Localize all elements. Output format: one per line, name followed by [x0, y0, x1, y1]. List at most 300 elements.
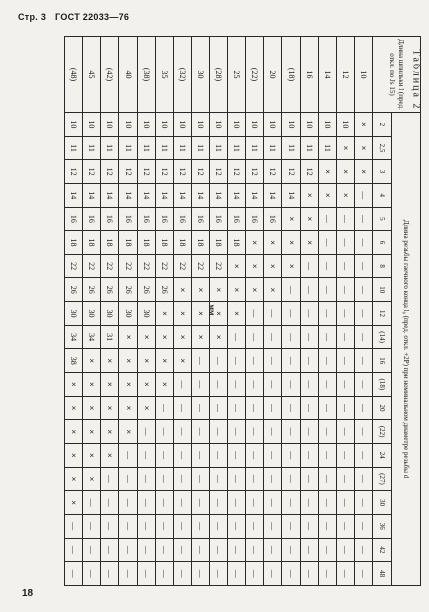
thread-length-cell: —	[264, 443, 282, 467]
thread-length-cell: —	[228, 443, 246, 467]
thread-length-cell: —	[282, 278, 300, 302]
thread-length-cell: ×	[137, 349, 155, 373]
thread-length-cell: —	[354, 420, 372, 444]
thread-length-cell: —	[264, 396, 282, 420]
thread-length-cell: —	[65, 538, 83, 562]
thread-length-cell: —	[210, 562, 228, 586]
thread-length-cell: —	[318, 562, 336, 586]
thread-length-cell: ×	[155, 349, 173, 373]
thread-length-cell: —	[210, 349, 228, 373]
thread-length-cell: —	[318, 396, 336, 420]
thread-length-cell: 12	[137, 160, 155, 184]
thread-length-cell: ×	[228, 254, 246, 278]
thread-length-cell: ×	[155, 373, 173, 397]
diameter-header: 16	[373, 349, 392, 373]
thread-length-cell: —	[336, 491, 354, 515]
thread-length-cell: 16	[228, 207, 246, 231]
thread-length-cell: —	[300, 349, 318, 373]
thread-length-cell: 26	[119, 278, 137, 302]
thread-length-cell: —	[282, 349, 300, 373]
thread-length-cell: —	[155, 491, 173, 515]
thread-length-cell: 14	[210, 183, 228, 207]
stud-length-cell: 12	[336, 37, 354, 113]
thread-length-cell: —	[354, 443, 372, 467]
thread-length-cell: ×	[246, 278, 264, 302]
thread-length-cell: 22	[191, 254, 209, 278]
thread-length-cell: —	[282, 491, 300, 515]
diameter-header: (22)	[373, 420, 392, 444]
thread-length-cell: 31	[101, 325, 119, 349]
thread-length-cell: —	[119, 467, 137, 491]
thread-length-cell: ×	[318, 183, 336, 207]
diameter-header: 2	[373, 113, 392, 137]
thread-length-cell: ×	[65, 420, 83, 444]
thread-length-cell: 16	[173, 207, 191, 231]
thread-length-cell: —	[173, 443, 191, 467]
thread-length-cell: —	[137, 491, 155, 515]
thread-length-cell: —	[264, 420, 282, 444]
thread-length-cell: —	[210, 491, 228, 515]
thread-length-cell: —	[246, 420, 264, 444]
thread-length-cell: —	[264, 302, 282, 326]
thread-length-cell: —	[264, 467, 282, 491]
thread-length-cell: 10	[318, 113, 336, 137]
thread-length-cell: —	[300, 325, 318, 349]
thread-length-cell: —	[173, 467, 191, 491]
thread-length-cell: 18	[101, 231, 119, 255]
thread-length-cell: ×	[119, 349, 137, 373]
table-row	[336, 37, 354, 586]
diameter-header: 2,5	[373, 136, 392, 160]
thread-length-cell: —	[119, 538, 137, 562]
thread-length-cell: —	[83, 491, 101, 515]
thread-length-cell: —	[83, 562, 101, 586]
table-row	[173, 37, 191, 586]
thread-length-cell: ×	[354, 113, 372, 137]
thread-length-cell: ×	[300, 207, 318, 231]
thread-length-cell: ×	[173, 349, 191, 373]
thread-length-cell: —	[282, 396, 300, 420]
thread-length-cell: —	[83, 514, 101, 538]
thread-length-cell: ×	[354, 160, 372, 184]
thread-length-cell: —	[228, 349, 246, 373]
thread-length-cell: ×	[300, 183, 318, 207]
thread-length-cell: 11	[65, 136, 83, 160]
thread-length-cell: ×	[173, 325, 191, 349]
thread-length-cell: —	[300, 278, 318, 302]
thread-length-cell: ×	[101, 349, 119, 373]
stud-length-cell: 14	[318, 37, 336, 113]
thread-length-cell: —	[137, 562, 155, 586]
thread-length-cell: —	[210, 396, 228, 420]
thread-length-cell: 10	[83, 113, 101, 137]
stud-length-cell: (28)	[210, 37, 228, 113]
thread-length-cell: 12	[210, 160, 228, 184]
thread-length-cell: —	[300, 443, 318, 467]
thread-length-cell: 10	[282, 113, 300, 137]
thread-length-cell: ×	[65, 373, 83, 397]
thread-length-cell: ×	[191, 302, 209, 326]
table-title: Таблица 2	[410, 49, 422, 111]
thread-length-cell: —	[354, 278, 372, 302]
thread-length-cell: —	[101, 562, 119, 586]
thread-length-cell: —	[264, 373, 282, 397]
thread-length-cell: —	[318, 443, 336, 467]
table-row	[155, 37, 173, 586]
thread-length-cell: —	[210, 373, 228, 397]
thread-length-cell: —	[318, 491, 336, 515]
table-row	[210, 37, 228, 586]
thread-length-cell: 10	[155, 113, 173, 137]
thread-length-cell: ×	[246, 231, 264, 255]
thread-length-cell: ×	[210, 302, 228, 326]
thread-length-cell: —	[282, 420, 300, 444]
thread-length-cell: —	[191, 514, 209, 538]
thread-length-cell: —	[246, 373, 264, 397]
diameter-header: 20	[373, 396, 392, 420]
diameter-header: (14)	[373, 325, 392, 349]
thread-length-cell: —	[137, 420, 155, 444]
thread-length-cell: —	[300, 491, 318, 515]
thread-length-cell: 30	[137, 302, 155, 326]
thread-length-cell: —	[264, 325, 282, 349]
thread-length-cell: 10	[65, 113, 83, 137]
thread-length-cell: —	[210, 443, 228, 467]
thread-length-cell: —	[354, 231, 372, 255]
thread-length-cell: —	[336, 443, 354, 467]
thread-length-cell: 10	[101, 113, 119, 137]
thread-length-cell: —	[318, 278, 336, 302]
thread-length-cell: —	[191, 443, 209, 467]
thread-length-cell: 10	[246, 113, 264, 137]
thread-length-cell: 34	[65, 325, 83, 349]
table-row	[101, 37, 119, 586]
table-row	[83, 37, 101, 586]
thread-length-cell: —	[336, 373, 354, 397]
stud-length-cell: (22)	[246, 37, 264, 113]
thread-length-cell: —	[119, 514, 137, 538]
thread-length-cell: —	[318, 349, 336, 373]
stud-length-cell: (18)	[282, 37, 300, 113]
thread-length-cell: —	[228, 562, 246, 586]
table-row	[318, 37, 336, 586]
thread-length-cell: 11	[137, 136, 155, 160]
thread-length-cell: 16	[264, 207, 282, 231]
thread-length-cell: —	[246, 562, 264, 586]
thread-length-cell: —	[155, 467, 173, 491]
thread-length-cell: 16	[210, 207, 228, 231]
thread-length-cell: 14	[119, 183, 137, 207]
thread-length-cell: ×	[264, 231, 282, 255]
thread-length-cell: ×	[300, 231, 318, 255]
thread-length-cell: —	[191, 467, 209, 491]
thread-length-cell: —	[173, 396, 191, 420]
thread-length-cell: —	[282, 562, 300, 586]
thread-length-cell: 18	[119, 231, 137, 255]
thread-length-cell: —	[282, 325, 300, 349]
thread-length-cell: —	[318, 254, 336, 278]
thread-length-cell: —	[354, 396, 372, 420]
stud-length-cell: 16	[300, 37, 318, 113]
thread-length-cell: ×	[173, 302, 191, 326]
thread-length-cell: 11	[210, 136, 228, 160]
thread-length-cell: —	[228, 514, 246, 538]
thread-length-cell: —	[318, 207, 336, 231]
thread-length-cell: —	[246, 325, 264, 349]
thread-length-cell: 14	[137, 183, 155, 207]
table-body	[65, 37, 373, 586]
thread-length-cell: —	[246, 349, 264, 373]
thread-length-cell: 16	[119, 207, 137, 231]
diameter-header: 24	[373, 443, 392, 467]
thread-length-cell: —	[101, 538, 119, 562]
thread-length-cell: 10	[173, 113, 191, 137]
thread-length-cell: —	[354, 467, 372, 491]
thread-length-cell: —	[300, 420, 318, 444]
thread-length-cell: —	[300, 396, 318, 420]
thread-length-cell: —	[246, 467, 264, 491]
stud-length-cell: 25	[228, 37, 246, 113]
thread-length-cell: ×	[83, 396, 101, 420]
table-row	[246, 37, 264, 586]
thread-length-cell: —	[137, 514, 155, 538]
thread-length-cell: —	[228, 467, 246, 491]
thread-length-cell: 26	[65, 278, 83, 302]
thread-length-cell: —	[300, 467, 318, 491]
thread-length-cell: 22	[65, 254, 83, 278]
thread-length-cell: 12	[173, 160, 191, 184]
thread-length-cell: —	[336, 467, 354, 491]
thread-length-cell: 22	[101, 254, 119, 278]
thread-length-cell: —	[282, 373, 300, 397]
diameter-header: 36	[373, 514, 392, 538]
thread-length-cell: —	[191, 538, 209, 562]
thread-length-cell: —	[210, 420, 228, 444]
thread-length-cell: —	[300, 302, 318, 326]
thread-length-cell: ×	[101, 420, 119, 444]
thread-length-cell: —	[65, 562, 83, 586]
thread-length-cell: —	[210, 514, 228, 538]
thread-length-cell: —	[119, 491, 137, 515]
thread-length-cell: —	[137, 467, 155, 491]
thread-length-cell: —	[318, 538, 336, 562]
thread-length-cell: 18	[191, 231, 209, 255]
diameter-header: 42	[373, 538, 392, 562]
thread-length-cell: 10	[300, 113, 318, 137]
thread-length-cell: 12	[155, 160, 173, 184]
thread-length-cell: 10	[336, 113, 354, 137]
thread-length-cell: —	[300, 562, 318, 586]
thread-length-cell: 18	[173, 231, 191, 255]
thread-length-cell: 10	[228, 113, 246, 137]
stud-length-cell: (42)	[101, 37, 119, 113]
thread-length-cell: 18	[137, 231, 155, 255]
diameter-header: 10	[373, 278, 392, 302]
thread-length-cell: 11	[173, 136, 191, 160]
diameter-header: 30	[373, 491, 392, 515]
thread-length-cell: 14	[101, 183, 119, 207]
thread-length-cell: ×	[137, 325, 155, 349]
thread-length-cell: ×	[101, 373, 119, 397]
thread-length-cell: —	[173, 420, 191, 444]
thread-length-cell: ×	[336, 183, 354, 207]
thread-length-cell: 11	[101, 136, 119, 160]
table-row	[137, 37, 155, 586]
thread-length-cell: 16	[246, 207, 264, 231]
thread-length-cell: 12	[83, 160, 101, 184]
thread-length-cell: —	[354, 302, 372, 326]
thread-length-cell: —	[228, 396, 246, 420]
thread-length-cell: —	[336, 396, 354, 420]
thread-length-cell: —	[246, 443, 264, 467]
thread-length-cell: ×	[65, 443, 83, 467]
thread-length-cell: 26	[155, 278, 173, 302]
thread-length-cell: 16	[155, 207, 173, 231]
thread-length-cell: 16	[191, 207, 209, 231]
thread-length-cell: —	[264, 538, 282, 562]
thread-length-cell: ×	[282, 254, 300, 278]
diameter-header: 3	[373, 160, 392, 184]
stud-length-cell: 35	[155, 37, 173, 113]
diameter-header: 8	[373, 254, 392, 278]
thread-length-cell: —	[119, 443, 137, 467]
length-column-header: Длина шпильки l (пред. откл. по Js 15)	[373, 37, 421, 113]
thread-length-cell: —	[228, 538, 246, 562]
thread-length-cell: —	[354, 207, 372, 231]
thread-length-cell: 38	[65, 349, 83, 373]
thread-length-cell: 22	[173, 254, 191, 278]
thread-length-cell: —	[300, 254, 318, 278]
diameter-header: 48	[373, 562, 392, 586]
thread-length-cell: 30	[101, 302, 119, 326]
thread-length-cell: 10	[119, 113, 137, 137]
table-row	[65, 37, 83, 586]
thread-length-cell: —	[336, 420, 354, 444]
thread-length-cell: ×	[246, 254, 264, 278]
thread-length-cell: —	[83, 538, 101, 562]
thread-length-cell: ×	[210, 325, 228, 349]
thread-length-cell: 12	[264, 160, 282, 184]
thread-length-cell: 12	[191, 160, 209, 184]
thread-length-cell: 26	[137, 278, 155, 302]
thread-length-cell: ×	[83, 373, 101, 397]
thread-length-cell: 11	[228, 136, 246, 160]
thread-length-cell: ×	[83, 349, 101, 373]
thread-length-cell: —	[354, 325, 372, 349]
thread-length-cell: —	[318, 325, 336, 349]
thread-length-cell: 11	[264, 136, 282, 160]
thread-length-cell: —	[336, 538, 354, 562]
thread-length-cell: —	[173, 514, 191, 538]
thread-length-cell: ×	[137, 396, 155, 420]
diameter-header: 5	[373, 207, 392, 231]
spec-table	[64, 36, 421, 586]
thread-length-cell: —	[228, 491, 246, 515]
thread-length-cell: —	[101, 467, 119, 491]
thread-length-cell: 11	[282, 136, 300, 160]
table-row	[228, 37, 246, 586]
thread-length-cell: —	[246, 396, 264, 420]
thread-length-cell: —	[173, 491, 191, 515]
thread-length-cell: —	[282, 538, 300, 562]
page-header	[18, 12, 135, 22]
diameter-header: 6	[373, 231, 392, 255]
thread-length-cell: —	[336, 325, 354, 349]
thread-length-cell: ×	[210, 278, 228, 302]
thread-length-cell: —	[155, 562, 173, 586]
thread-length-cell: —	[155, 443, 173, 467]
thread-length-cell: —	[300, 514, 318, 538]
thread-length-cell: —	[354, 183, 372, 207]
thread-length-cell: ×	[282, 207, 300, 231]
thread-length-cell: 14	[228, 183, 246, 207]
diameter-header-row	[373, 37, 392, 586]
thread-length-cell: —	[264, 514, 282, 538]
stud-length-cell: 30	[191, 37, 209, 113]
thread-length-cell: —	[336, 302, 354, 326]
thread-length-cell: 11	[119, 136, 137, 160]
thread-length-cell: 18	[155, 231, 173, 255]
thread-length-cell: —	[318, 467, 336, 491]
thread-length-cell: ×	[137, 373, 155, 397]
thread-length-cell: 12	[101, 160, 119, 184]
thread-length-cell: —	[246, 302, 264, 326]
thread-length-cell: ×	[336, 160, 354, 184]
thread-length-cell: 10	[264, 113, 282, 137]
thread-length-cell: 30	[65, 302, 83, 326]
thread-length-cell: 16	[101, 207, 119, 231]
table-row	[191, 37, 209, 586]
thread-length-cell: —	[264, 491, 282, 515]
thread-length-cell: —	[336, 278, 354, 302]
thread-length-cell: 18	[83, 231, 101, 255]
thread-length-cell: —	[336, 254, 354, 278]
stud-length-cell: 40	[119, 37, 137, 113]
thread-length-cell: —	[282, 514, 300, 538]
thread-length-cell: ×	[65, 396, 83, 420]
thread-length-cell: —	[210, 538, 228, 562]
stud-length-cell: 20	[264, 37, 282, 113]
thread-length-cell: —	[191, 373, 209, 397]
thread-length-cell: 22	[155, 254, 173, 278]
thread-length-cell: —	[137, 538, 155, 562]
thread-length-cell: —	[137, 443, 155, 467]
thread-length-cell: 14	[83, 183, 101, 207]
thread-length-cell: —	[173, 538, 191, 562]
thread-length-cell: ×	[65, 467, 83, 491]
thread-length-cell: 22	[83, 254, 101, 278]
thread-length-cell: 11	[318, 136, 336, 160]
thread-length-cell: —	[191, 491, 209, 515]
thread-length-cell: —	[155, 420, 173, 444]
thread-length-cell: —	[318, 514, 336, 538]
page-ref: Стр. 3	[18, 12, 47, 22]
rotated-table-wrapper	[64, 36, 421, 586]
thread-length-cell: —	[336, 349, 354, 373]
thread-length-cell: —	[191, 562, 209, 586]
thread-length-cell: 12	[65, 160, 83, 184]
thread-length-cell: ×	[101, 443, 119, 467]
thread-length-cell: ×	[101, 396, 119, 420]
thread-length-cell: —	[65, 514, 83, 538]
thread-length-cell: —	[246, 514, 264, 538]
thread-length-cell: 10	[210, 113, 228, 137]
table-super-header-row	[392, 37, 421, 586]
thread-length-header: Длина резьбы гаечного конца l₀ (пред. откл. +2P) при номинальном диаметре резьбы d	[392, 113, 421, 586]
thread-length-cell: 11	[155, 136, 173, 160]
thread-length-cell: —	[354, 373, 372, 397]
thread-length-cell: ×	[155, 302, 173, 326]
